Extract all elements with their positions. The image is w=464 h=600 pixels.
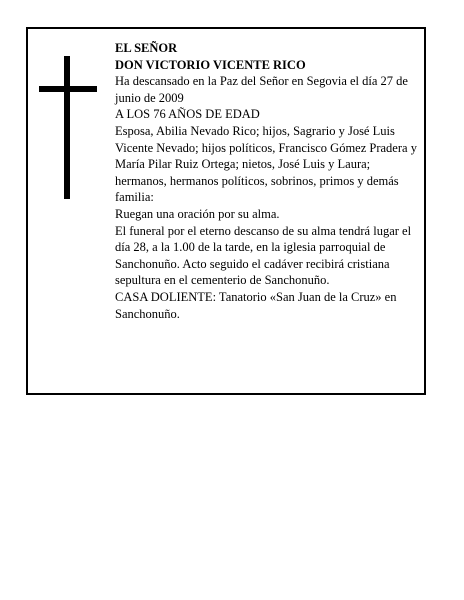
prayer-request: Ruegan una oración por su alma. <box>115 206 280 221</box>
cross-vertical-bar <box>64 56 70 199</box>
cross-icon <box>39 56 97 199</box>
age-statement: A LOS 76 AÑOS DE EDAD <box>115 107 260 122</box>
family-list: Esposa, Abilia Nevado Rico; hijos, Sagrario y José Luis Vicente Nevado; hijos políticos, Francisco Gómez Pradera y María Pilar Ruiz Ortega; nietos, José Luis y Laura; hermanos, hermanos políticos, sobrinos, primos y demás familia: <box>115 123 417 205</box>
notice-text <box>115 40 421 322</box>
deceased-name: DON VICTORIO VICENTE RICO <box>115 57 306 72</box>
cross-horizontal-bar <box>39 86 97 92</box>
funeral-details: El funeral por el eterno descanso de su alma tendrá lugar el día 28, a la 1.00 de la tarde, en la iglesia parroquial de Sanchonuño. Acto seguido el cadáver recibirá cristiana sepultura en el cementerio de Sanchonuño. <box>115 223 412 288</box>
title-line-1: EL SEÑOR <box>115 41 178 55</box>
obituary-notice <box>26 27 426 395</box>
mourning-house: CASA DOLIENTE: Tanatorio «San Juan de la Cruz» en Sanchonuño. <box>115 289 397 321</box>
rest-statement: Ha descansado en la Paz del Señor en Segovia el día 27 de junio de 2009 <box>115 74 408 105</box>
